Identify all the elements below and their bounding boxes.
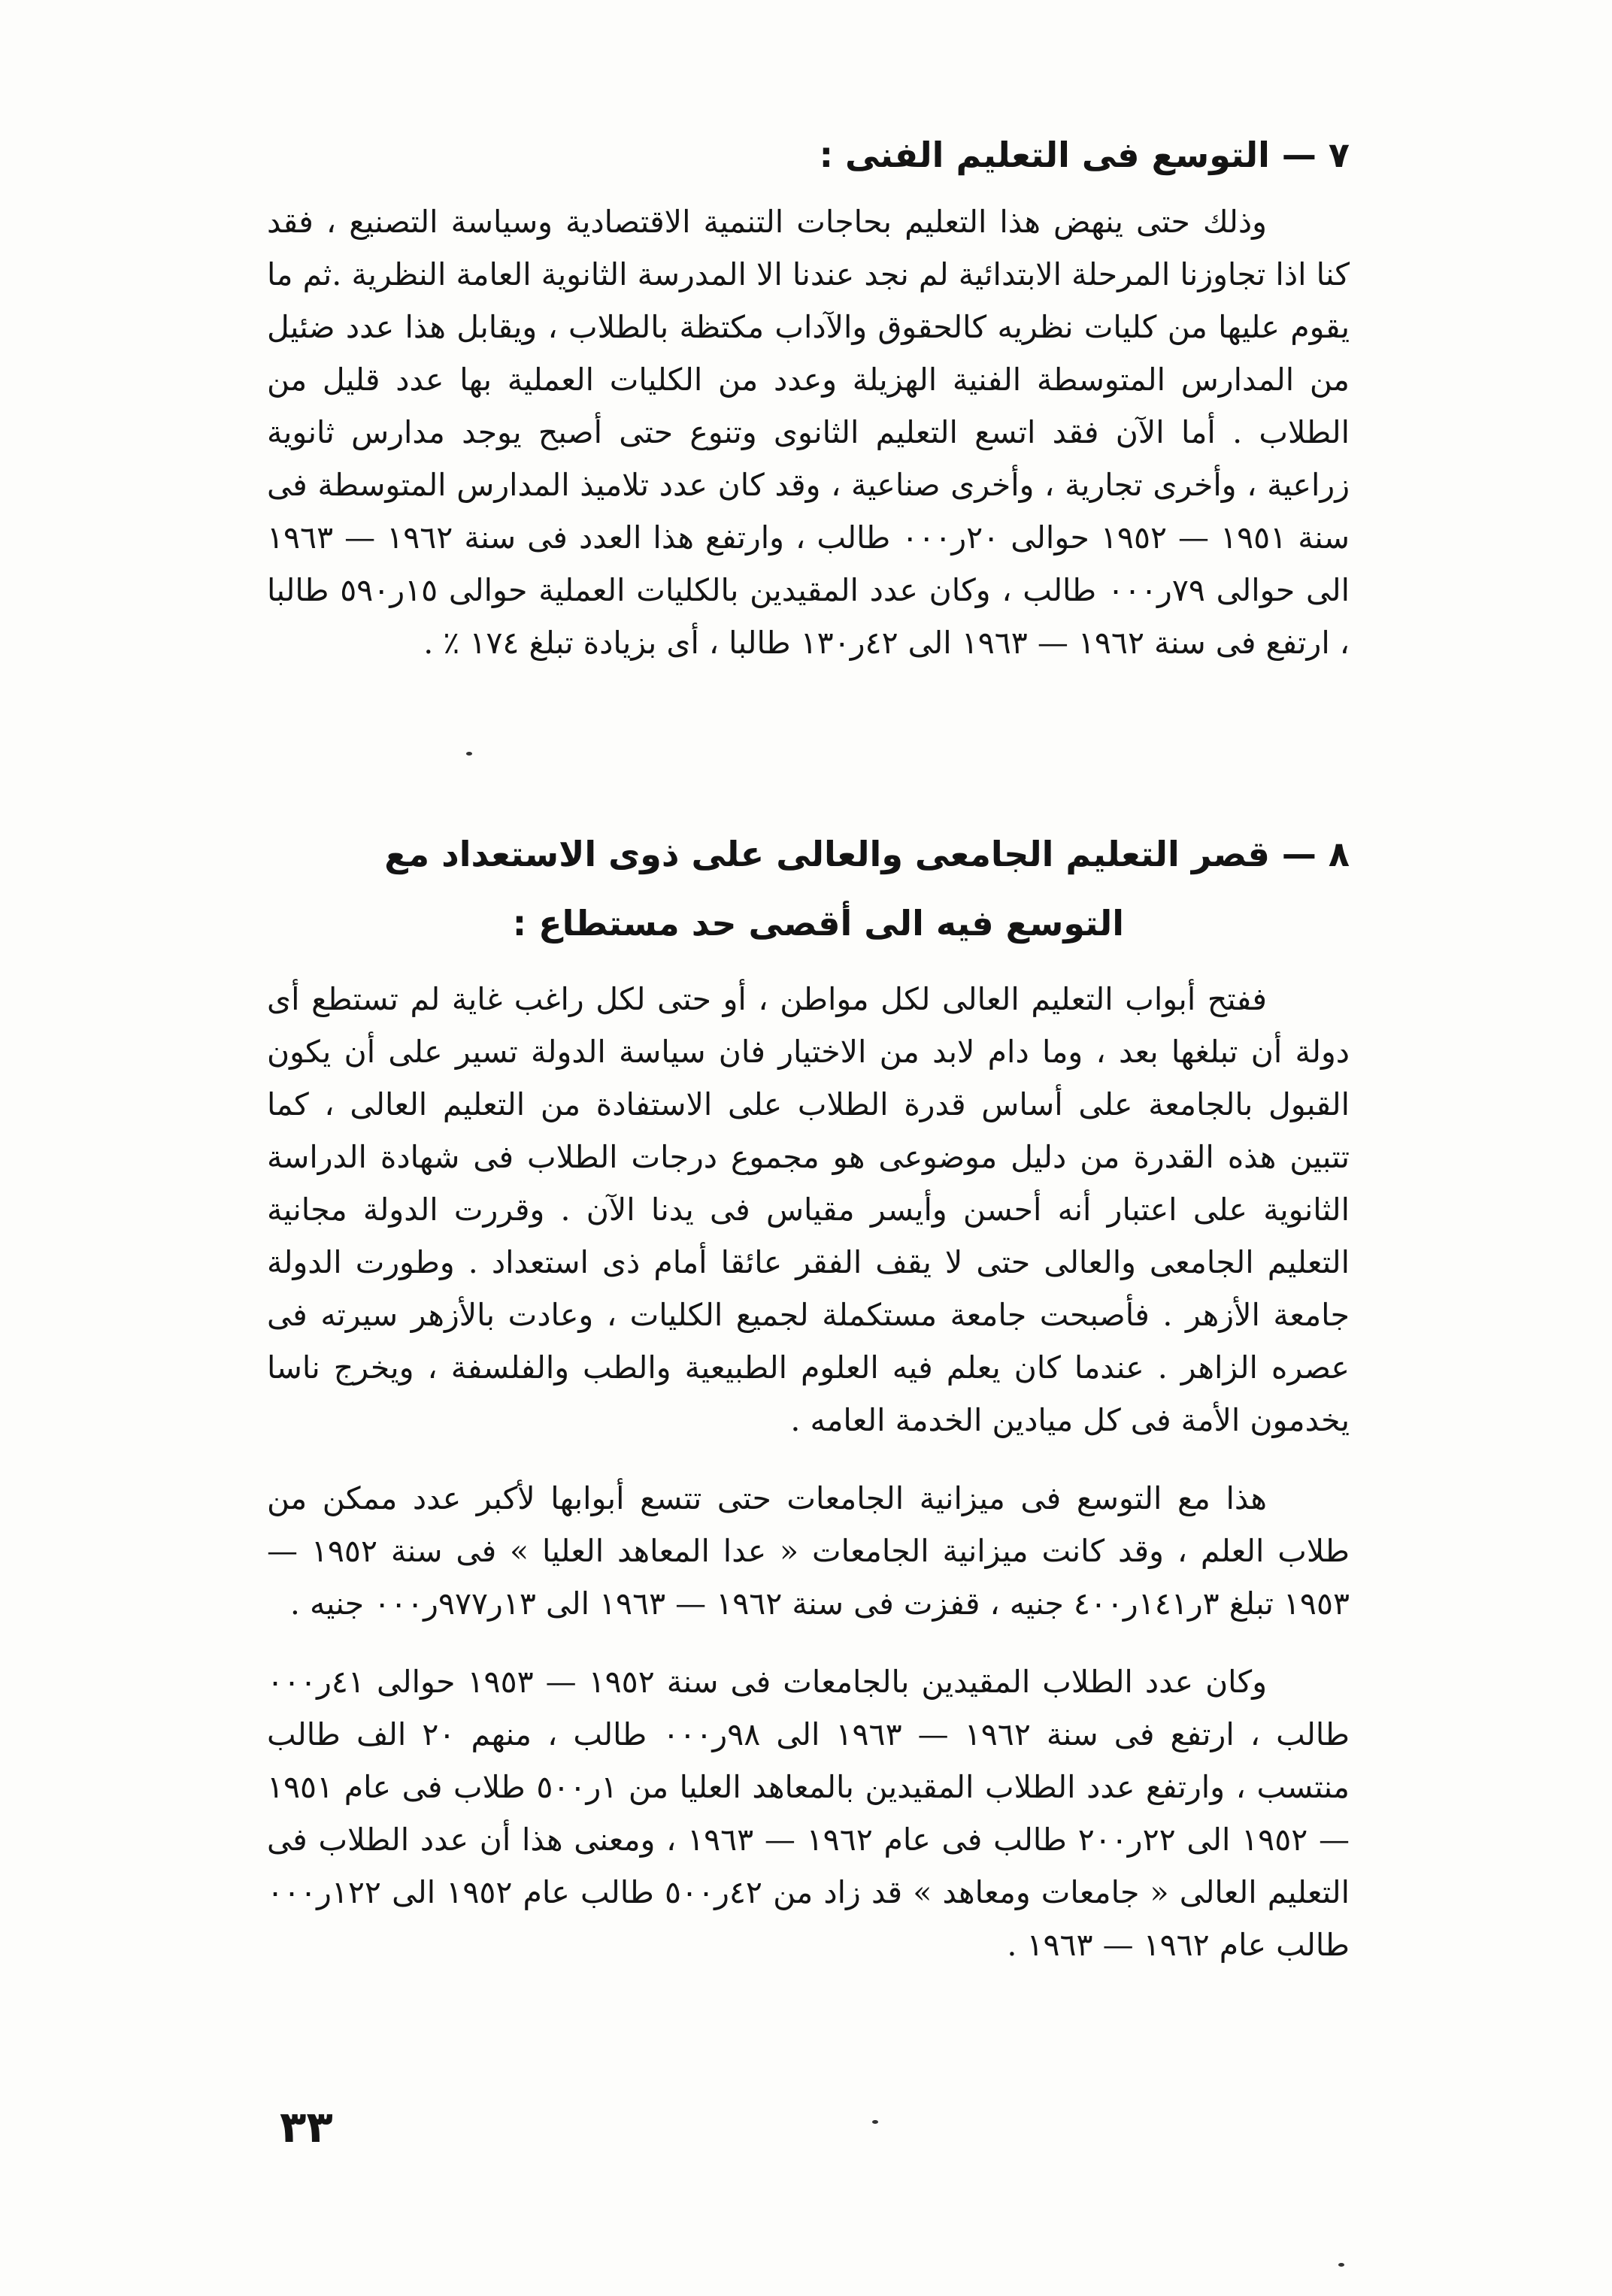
section-7-paragraph: وذلك حتى ينهض هذا التعليم بحاجات التنمية الاقتصادية وسياسة التصنيع ، فقد كنا اذا تجاوزنا المرحلة الابتدائية لم نجد عندنا الا المدرسة الثانوية العامة النظرية .ثم ما يقوم عليها من كليات نظريه كالحقوق والآداب مكتظة بالطلاب ، ويقابل هذا عدد ضئيل من المدارس المتوسطة الفنية الهزيلة وعدد من الكليات العملية بها عدد قليل من الطلاب . أما الآن فقد اتسع التعليم الثانوى وتنوع حتى أصبح يوجد مدارس ثانوية زراعية ، وأخرى تجارية ، وأخرى صناعية ، وقد كان عدد تلاميذ المدارس المتوسطة فى سنة ١٩٥١ — ١٩٥٢ حوالى ٢٠ر٠٠٠ طالب ، وارتفع هذا العدد فى سنة ١٩٦٢ — ١٩٦٣ الى حوالى ٧٩ر٠٠٠ طالب ، وكان عدد المقيدين بالكليات العملية حوالى ١٥ر٥٩٠ طالبا ، ارتفع فى سنة ١٩٦٢ — ١٩٦٣ الى ٤٢ر١٣٠ طالبا ، أى بزيادة تبلغ ١٧٤ ٪ . [267,204,1350,661]
scan-speck [872,2120,878,2124]
section-8-heading-line-1: ٨ — قصر التعليم الجامعى والعالى على ذوى الاستعداد مع [384,834,1350,874]
section-8-paragraph-3: وكان عدد الطلاب المقيدين بالجامعات فى سنة ١٩٥٢ — ١٩٥٣ حوالى ٤١ر٠٠٠ طالب ، ارتفع فى سنة ١٩٦٢ — ١٩٦٣ الى ٩٨ر٠٠٠ طالب ، منهم ٢٠ الف طالب منتسب ، وارتفع عدد الطلاب المقيدين بالمعاهد العليا من ١ر٥٠٠ طلاب فى عام ١٩٥١ — ١٩٥٢ الى ٢٢ر٢٠٠ طالب فى عام ١٩٦٢ — ١٩٦٣ ، ومعنى هذا أن عدد الطلاب فى التعليم العالى « جامعات ومعاهد » قد زاد من ٤٢ر٥٠٠ طالب عام ١٩٥٢ الى ١٢٢ر٠٠٠ طالب عام ١٩٦٢ — ١٩٦٣ . [267,1664,1350,1963]
scan-speck [466,752,472,756]
section-8-heading-line-2: التوسع فيه الى أقصى حد مستطاع : [512,903,1124,944]
section-8-paragraph-2: هذا مع التوسع فى ميزانية الجامعات حتى تتسع أبوابها لأكبر عدد ممكن من طلاب العلم ، وقد كانت ميزانية الجامعات « عدا المعاهد العليا » فى سنة ١٩٥٢ — ١٩٥٣ تبلغ ٣ر١٤١ر٤٠٠ جنيه ، قفزت فى سنة ١٩٦٢ — ١٩٦٣ الى ١٣ر٩٧٧ر٠٠٠ جنيه . [267,1480,1350,1622]
section-7-heading: ٧ — التوسع فى التعليم الفنى : [819,135,1350,175]
scan-speck [1338,2263,1344,2267]
section-8-paragraph-1: ففتح أبواب التعليم العالى لكل مواطن ، أو حتى لكل راغب غاية لم تستطع أى دولة أن تبلغها بعد ، وما دام لابد من الاختيار فان سياسة الدولة تسير على أن يكون القبول بالجامعة على أساس قدرة الطلاب على الاستفادة من التعليم العالى ، كما تتبين هذه القدرة من دليل موضوعى هو مجموع درجات الطلاب فى شهادة الدراسة الثانوية على اعتبار أنه أحسن وأيسر مقياس فى يدنا الآن . وقررت الدولة مجانية التعليم الجامعى والعالى حتى لا يقف الفقر عائقا أمام ذى استعداد . وطورت الدولة جامعة الأزهر . فأصبحت جامعة مستكملة لجميع الكليات ، وعادت بالأزهر سيرته فى عصره الزاهر . عندما كان يعلم فيه العلوم الطبيعية والطب والفلسفة ، ويخرج ناسا يخدمون الأمة فى كل ميادين الخدمة العامه . [267,981,1350,1438]
page-number: ٣٣ [280,2101,333,2152]
section-8 [267,819,1350,1971]
section-7 [267,120,1350,669]
